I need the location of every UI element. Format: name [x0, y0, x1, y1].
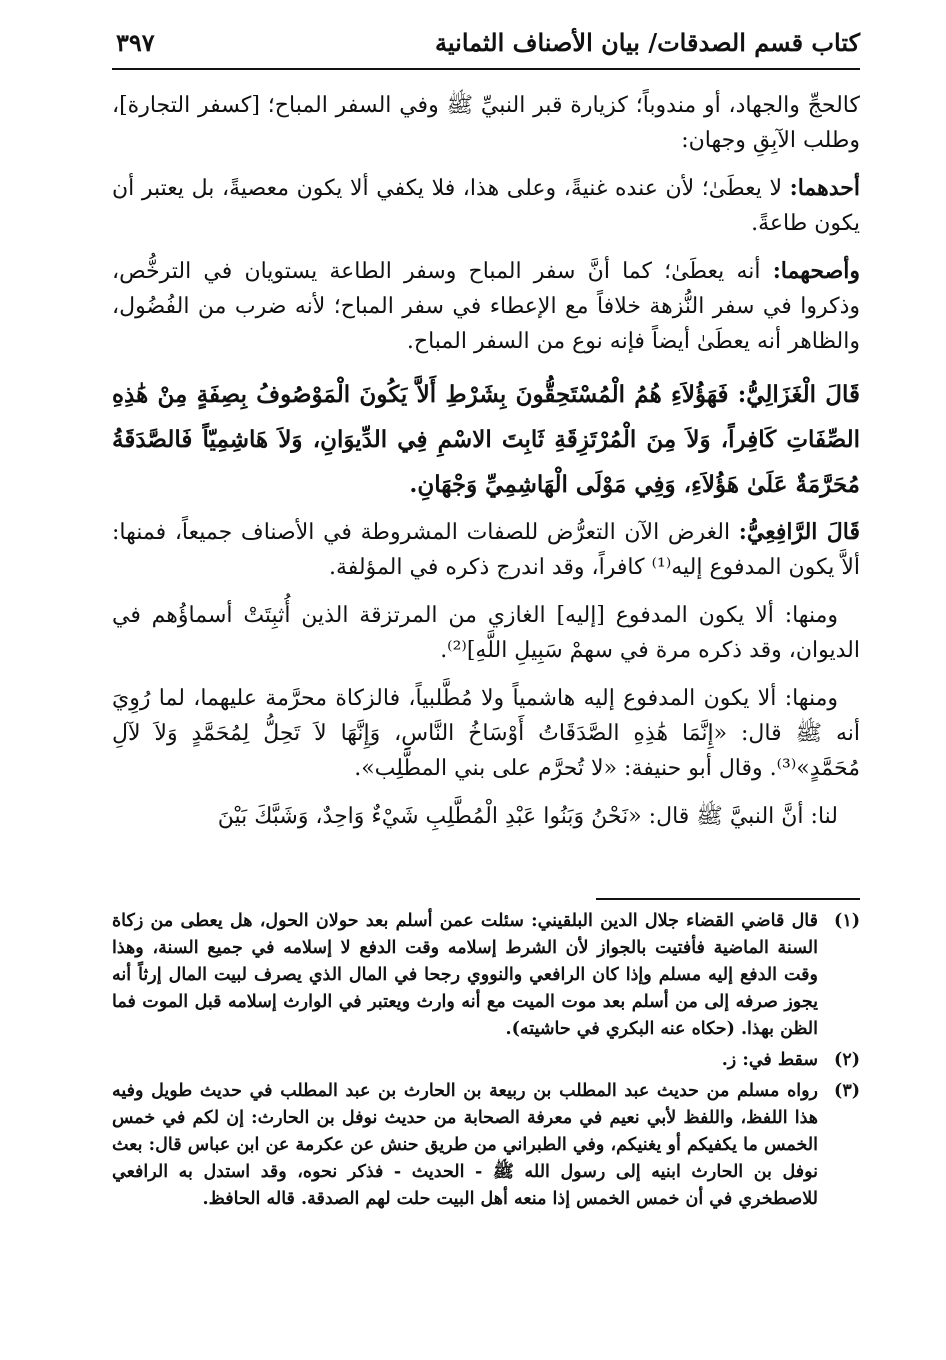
footnote-2: [112, 1047, 860, 1074]
footnote-number: (٢): [834, 1050, 860, 1070]
main-text: [112, 88, 860, 847]
footnotes: [112, 908, 860, 1217]
paragraph-3-text: أنه يعطَىٰ؛ كما أنَّ سفر المباح وسفر الطاعة يستويان في الترخُّص، وذكروا في سفر النُّزهة خلافاً مع الإعطاء في سفر المباح؛ لأنه ضرب من الفُضُول، والظاهر أنه يعطَىٰ أيضاً فإنه نوع من السفر المباح.: [112, 259, 860, 354]
footnote-1: [112, 908, 860, 1043]
page-number: ٣٩٧: [116, 28, 155, 57]
footnote-text: قال قاضي القضاء جلال الدين البلقيني: سئلت عمن أسلم بعد حولان الحول، هل يعطى من زكاة السنة الماضية فأفتيت بالجواز لأن الشرط إسلامه وقت الدفع لا إسلامه في جميع السنة، وهذا وقت الدفع إليه مسلم وإذا كان الرافعي والنووي رجحا في المال الذي يصرف لبيت المال إرثاً أنه يجوز صرفه إلى من أسلم بعد موت الميت مع أنه وارث ويعتبر في الوارث إسلامه قبل الموت فما الظن بهذا. (حكاه عنه البكري في حاشيته).: [112, 911, 818, 1039]
running-header: [112, 22, 860, 70]
paragraph-6: ومنها: ألا يكون المدفوع [إليه] الغازي من المرتزقة الذين أُثبِتَتْ أسماؤُهم في الديوان، وقد ذكره مرة في سهمْ سَبِيلِ اللَّهِ]⁽²⁾.: [112, 603, 860, 663]
paragraph-3: [112, 254, 860, 359]
ghazali-quote: قَالَ الْغَزَالِيُّ: فَهَؤُلاَءِ هُمُ الْمُسْتَحِقُّونَ بِشَرْطِ أَلاَّ يَكُونَ الْمَوْصُوفُ بِصِفَةٍ مِنْ هَٰذِهِ الصِّفَاتِ كَافِراً، وَلاَ مِنَ الْمُرْتَزِقَةِ ثَابِتَ الاسْمِ فِي الدِّيوَانِ، وَلاَ هَاشِمِيّاً فَالصَّدَقَةُ مُحَرَّمَةٌ عَلَىٰ هَؤُلاَءِ، وَفِي مَوْلَى الْهَاشِمِيِّ وَجْهَانِ.: [112, 381, 860, 498]
footnote-3: [112, 1078, 860, 1213]
paragraph-5-text: الغرض الآن التعرُّض للصفات المشروطة في الأصناف جميعاً، فمنها: ألاَّ يكون المدفوع إليه⁽¹⁾ كافراً، وقد اندرج ذكره في المؤلفة.: [112, 520, 860, 580]
paragraph-8: لنا: أنَّ النبيَّ ﷺ قال: «نَحْنُ وَبَنُوا عَبْدِ الْمُطَّلِبِ شَيْءٌ وَاحِدٌ، وَشَبَّكَ بَيْنَ: [217, 804, 838, 829]
paragraph-1: كالحجِّ والجهاد، أو مندوباً؛ كزيارة قبر النبيِّ ﷺ وفي السفر المباح؛ [كسفر التجارة]، وطلب الآبِقِ وجهان:: [112, 93, 860, 153]
paragraph-5: [112, 515, 860, 585]
paragraph-2-lead: أحدهما:: [789, 175, 860, 201]
footnote-number: (١): [834, 911, 860, 931]
paragraph-2-text: لا يعطَىٰ؛ لأن عنده غنيةً، وعلى هذا، فلا يكفي ألا يكون معصيةً، بل يعتبر أن يكون طاعةً.: [112, 176, 860, 236]
paragraph-3-lead: وأصحهما:: [772, 258, 860, 284]
paragraph-2: [112, 171, 860, 241]
paragraph-7: ومنها: ألا يكون المدفوع إليه هاشمياً ولا مُطَّلبياً، فالزكاة محرَّمة عليهما، لما رُوِيَ أنه ﷺ قال: «إِنَّمَا هَٰذِهِ الصَّدَقَاتُ أَوْسَاخُ النَّاسِ، وَإِنَّهَا لاَ تَحِلُّ لِمُحَمَّدٍ وَلاَ لآلِ مُحَمَّدٍ»⁽³⁾. وقال أبو حنيفة: «لا تُحرَّم على بني المطَّلِب».: [112, 686, 860, 781]
footnote-divider: [596, 898, 860, 900]
header-title: كتاب قسم الصدقات/ بيان الأصناف الثمانية: [435, 28, 860, 57]
paragraph-5-lead: قَالَ الرَّافِعِيُّ:: [738, 519, 860, 545]
footnote-text: رواه مسلم من حديث عبد المطلب بن ربيعة بن الحارث بن عبد المطلب في حديث طويل وفيه هذا اللفظ، واللفظ لأبي نعيم في معرفة الصحابة من حديث نوفل بن الحارث: إن لكم في خمس الخمس ما يكفيكم أو يغنيكم، وفي الطبراني من طريق حنش عن عكرمة عن ابن عباس قال: بعث نوفل بن الحارث ابنيه إلى رسول الله ﷺ - الحديث - فذكر نحوه، وقد استدل به الرافعي للاصطخري في أن خمس الخمس إذا منعه أهل البيت حلت لهم الصدقة. قاله الحافظ.: [112, 1081, 818, 1209]
footnote-text: سقط في: ز.: [721, 1050, 818, 1070]
footnote-number: (٣): [834, 1081, 860, 1101]
